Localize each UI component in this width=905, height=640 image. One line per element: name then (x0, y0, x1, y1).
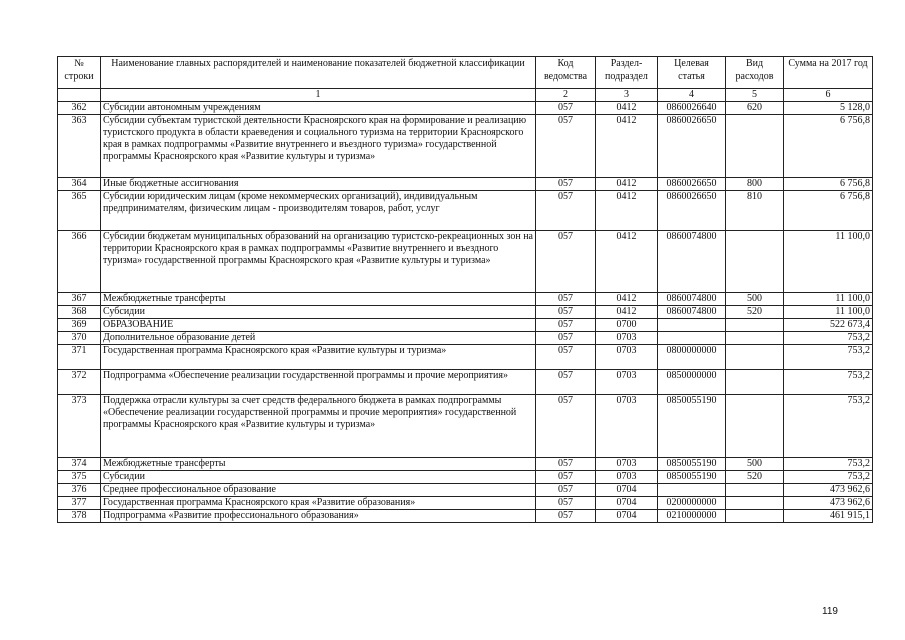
row-dept-code: 057 (536, 345, 596, 370)
row-sum: 473 962,6 (784, 484, 873, 497)
row-sum: 11 100,0 (784, 231, 873, 293)
row-number: 362 (58, 102, 101, 115)
row-expense-type: 810 (726, 191, 784, 231)
row-dept-code: 057 (536, 484, 596, 497)
table-row (58, 191, 873, 231)
row-dept-code: 057 (536, 115, 596, 178)
row-number: 373 (58, 395, 101, 458)
row-number: 367 (58, 293, 101, 306)
table-row (58, 293, 873, 306)
budget-table (57, 56, 873, 523)
table-row (58, 306, 873, 319)
row-dept-code: 057 (536, 370, 596, 395)
row-section: 0703 (596, 395, 658, 458)
table-row (58, 395, 873, 458)
row-sum: 11 100,0 (784, 293, 873, 306)
row-number: 378 (58, 510, 101, 523)
row-dept-code: 057 (536, 231, 596, 293)
row-sum: 6 756,8 (784, 115, 873, 178)
row-name: Субсидии бюджетам муниципальных образований на организацию туристско-рекреационных зон на территории Красноярского края в рамках подпрограммы «Развитие внутреннего и въездного туризма» государственной программы Красноярского края «Развитие культуры и туризма» (101, 231, 536, 293)
row-expense-type: 500 (726, 293, 784, 306)
row-name: Межбюджетные трансферты (101, 293, 536, 306)
row-number: 368 (58, 306, 101, 319)
table-row (58, 484, 873, 497)
row-expense-type: 520 (726, 471, 784, 484)
row-expense-type (726, 510, 784, 523)
row-section: 0703 (596, 332, 658, 345)
row-target (658, 319, 726, 332)
header-expense-type: Вид расходов (726, 57, 784, 89)
row-target (658, 332, 726, 345)
row-expense-type (726, 395, 784, 458)
table-row (58, 510, 873, 523)
table-row (58, 497, 873, 510)
row-expense-type (726, 231, 784, 293)
page-number: 119 (822, 606, 838, 617)
row-name: Поддержка отрасли культуры за счет средств федерального бюджета в рамках подпрограммы «Обеспечение реализации государственной программы и прочие мероприятия» государственной программы Красноярского края «Развитие культуры и туризма» (101, 395, 536, 458)
row-target: 0860074800 (658, 231, 726, 293)
table-row (58, 102, 873, 115)
row-expense-type (726, 484, 784, 497)
row-sum: 6 756,8 (784, 191, 873, 231)
header-num-empty (58, 89, 101, 102)
header-section: Раздел- подраздел (596, 57, 658, 89)
row-expense-type (726, 332, 784, 345)
row-dept-code: 057 (536, 293, 596, 306)
row-section: 0412 (596, 178, 658, 191)
row-dept-code: 057 (536, 178, 596, 191)
row-section: 0703 (596, 471, 658, 484)
row-dept-code: 057 (536, 191, 596, 231)
table-row (58, 458, 873, 471)
header-num-dept: 2 (536, 89, 596, 102)
row-target: 0850000000 (658, 370, 726, 395)
row-section: 0412 (596, 191, 658, 231)
table-row (58, 319, 873, 332)
header-dept-code: Код ведомства (536, 57, 596, 89)
row-name: Межбюджетные трансферты (101, 458, 536, 471)
row-expense-type: 800 (726, 178, 784, 191)
row-section: 0412 (596, 293, 658, 306)
row-sum: 753,2 (784, 471, 873, 484)
table-row (58, 471, 873, 484)
row-section: 0700 (596, 319, 658, 332)
row-sum: 11 100,0 (784, 306, 873, 319)
row-number: 370 (58, 332, 101, 345)
row-dept-code: 057 (536, 332, 596, 345)
row-number: 363 (58, 115, 101, 178)
row-sum: 753,2 (784, 458, 873, 471)
row-number: 366 (58, 231, 101, 293)
row-name: Государственная программа Красноярского края «Развитие культуры и туризма» (101, 345, 536, 370)
row-expense-type (726, 370, 784, 395)
row-name: Субсидии автономным учреждениям (101, 102, 536, 115)
row-section: 0703 (596, 345, 658, 370)
row-name: Государственная программа Красноярского края «Развитие образования» (101, 497, 536, 510)
row-number: 374 (58, 458, 101, 471)
row-target (658, 484, 726, 497)
row-target: 0850055190 (658, 458, 726, 471)
row-section: 0703 (596, 458, 658, 471)
table-row (58, 370, 873, 395)
row-sum: 6 756,8 (784, 178, 873, 191)
table-row (58, 231, 873, 293)
row-number: 377 (58, 497, 101, 510)
header-sum: Сумма на 2017 год (784, 57, 873, 89)
row-section: 0412 (596, 231, 658, 293)
row-number: 376 (58, 484, 101, 497)
row-sum: 5 128,0 (784, 102, 873, 115)
row-sum: 461 915,1 (784, 510, 873, 523)
row-number: 364 (58, 178, 101, 191)
row-section: 0704 (596, 497, 658, 510)
row-name: Субсидии (101, 306, 536, 319)
row-number: 371 (58, 345, 101, 370)
table-body (58, 102, 873, 523)
row-section: 0412 (596, 306, 658, 319)
row-sum: 522 673,4 (784, 319, 873, 332)
table-row (58, 345, 873, 370)
row-target: 0800000000 (658, 345, 726, 370)
row-section: 0412 (596, 102, 658, 115)
table-header (58, 57, 873, 102)
row-dept-code: 057 (536, 102, 596, 115)
row-target: 0200000000 (658, 497, 726, 510)
row-expense-type (726, 345, 784, 370)
row-expense-type (726, 497, 784, 510)
row-expense-type (726, 319, 784, 332)
row-section: 0704 (596, 510, 658, 523)
header-num-name: 1 (101, 89, 536, 102)
row-number: 375 (58, 471, 101, 484)
row-dept-code: 057 (536, 319, 596, 332)
row-target: 0860074800 (658, 306, 726, 319)
row-dept-code: 057 (536, 497, 596, 510)
row-dept-code: 057 (536, 306, 596, 319)
row-expense-type: 520 (726, 306, 784, 319)
table-row (58, 332, 873, 345)
row-name: Подпрограмма «Обеспечение реализации государственной программы и прочие мероприятия» (101, 370, 536, 395)
header-row-number: № строки (58, 57, 101, 89)
row-section: 0704 (596, 484, 658, 497)
row-section: 0412 (596, 115, 658, 178)
row-number: 369 (58, 319, 101, 332)
row-sum: 753,2 (784, 395, 873, 458)
header-num-exp: 5 (726, 89, 784, 102)
header-name: Наименование главных распорядителей и наименование показателей бюджетной классификации (101, 57, 536, 89)
row-name: Иные бюджетные ассигнования (101, 178, 536, 191)
row-sum: 753,2 (784, 332, 873, 345)
row-name: Субсидии юридическим лицам (кроме некоммерческих организаций), индивидуальным предпринимателям, физическим лицам - производителям товаров, работ, услуг (101, 191, 536, 231)
row-dept-code: 057 (536, 395, 596, 458)
row-target: 0860074800 (658, 293, 726, 306)
header-num-section: 3 (596, 89, 658, 102)
row-expense-type (726, 115, 784, 178)
row-dept-code: 057 (536, 471, 596, 484)
row-target: 0860026640 (658, 102, 726, 115)
row-section: 0703 (596, 370, 658, 395)
row-name: Среднее профессиональное образование (101, 484, 536, 497)
row-expense-type: 500 (726, 458, 784, 471)
row-expense-type: 620 (726, 102, 784, 115)
row-sum: 753,2 (784, 345, 873, 370)
row-target: 0850055190 (658, 471, 726, 484)
row-name: Субсидии субъектам туристской деятельности Красноярского края на формирование и реализацию туристского продукта в области краеведения и социального туризма на территории Красноярского края в рамках подпрограммы «Развитие внутреннего и въездного туризма» государственной программы Красноярского края «Развитие культуры и туризма» (101, 115, 536, 178)
row-name: ОБРАЗОВАНИЕ (101, 319, 536, 332)
row-sum: 473 962,6 (784, 497, 873, 510)
table-row (58, 178, 873, 191)
row-target: 0210000000 (658, 510, 726, 523)
row-dept-code: 057 (536, 458, 596, 471)
row-number: 365 (58, 191, 101, 231)
table-row (58, 115, 873, 178)
row-target: 0850055190 (658, 395, 726, 458)
header-num-target: 4 (658, 89, 726, 102)
row-sum: 753,2 (784, 370, 873, 395)
row-number: 372 (58, 370, 101, 395)
row-target: 0860026650 (658, 178, 726, 191)
row-name: Субсидии (101, 471, 536, 484)
row-name: Подпрограмма «Развитие профессионального образования» (101, 510, 536, 523)
row-name: Дополнительное образование детей (101, 332, 536, 345)
header-target: Целевая статья (658, 57, 726, 89)
row-dept-code: 057 (536, 510, 596, 523)
row-target: 0860026650 (658, 191, 726, 231)
row-target: 0860026650 (658, 115, 726, 178)
header-num-sum: 6 (784, 89, 873, 102)
